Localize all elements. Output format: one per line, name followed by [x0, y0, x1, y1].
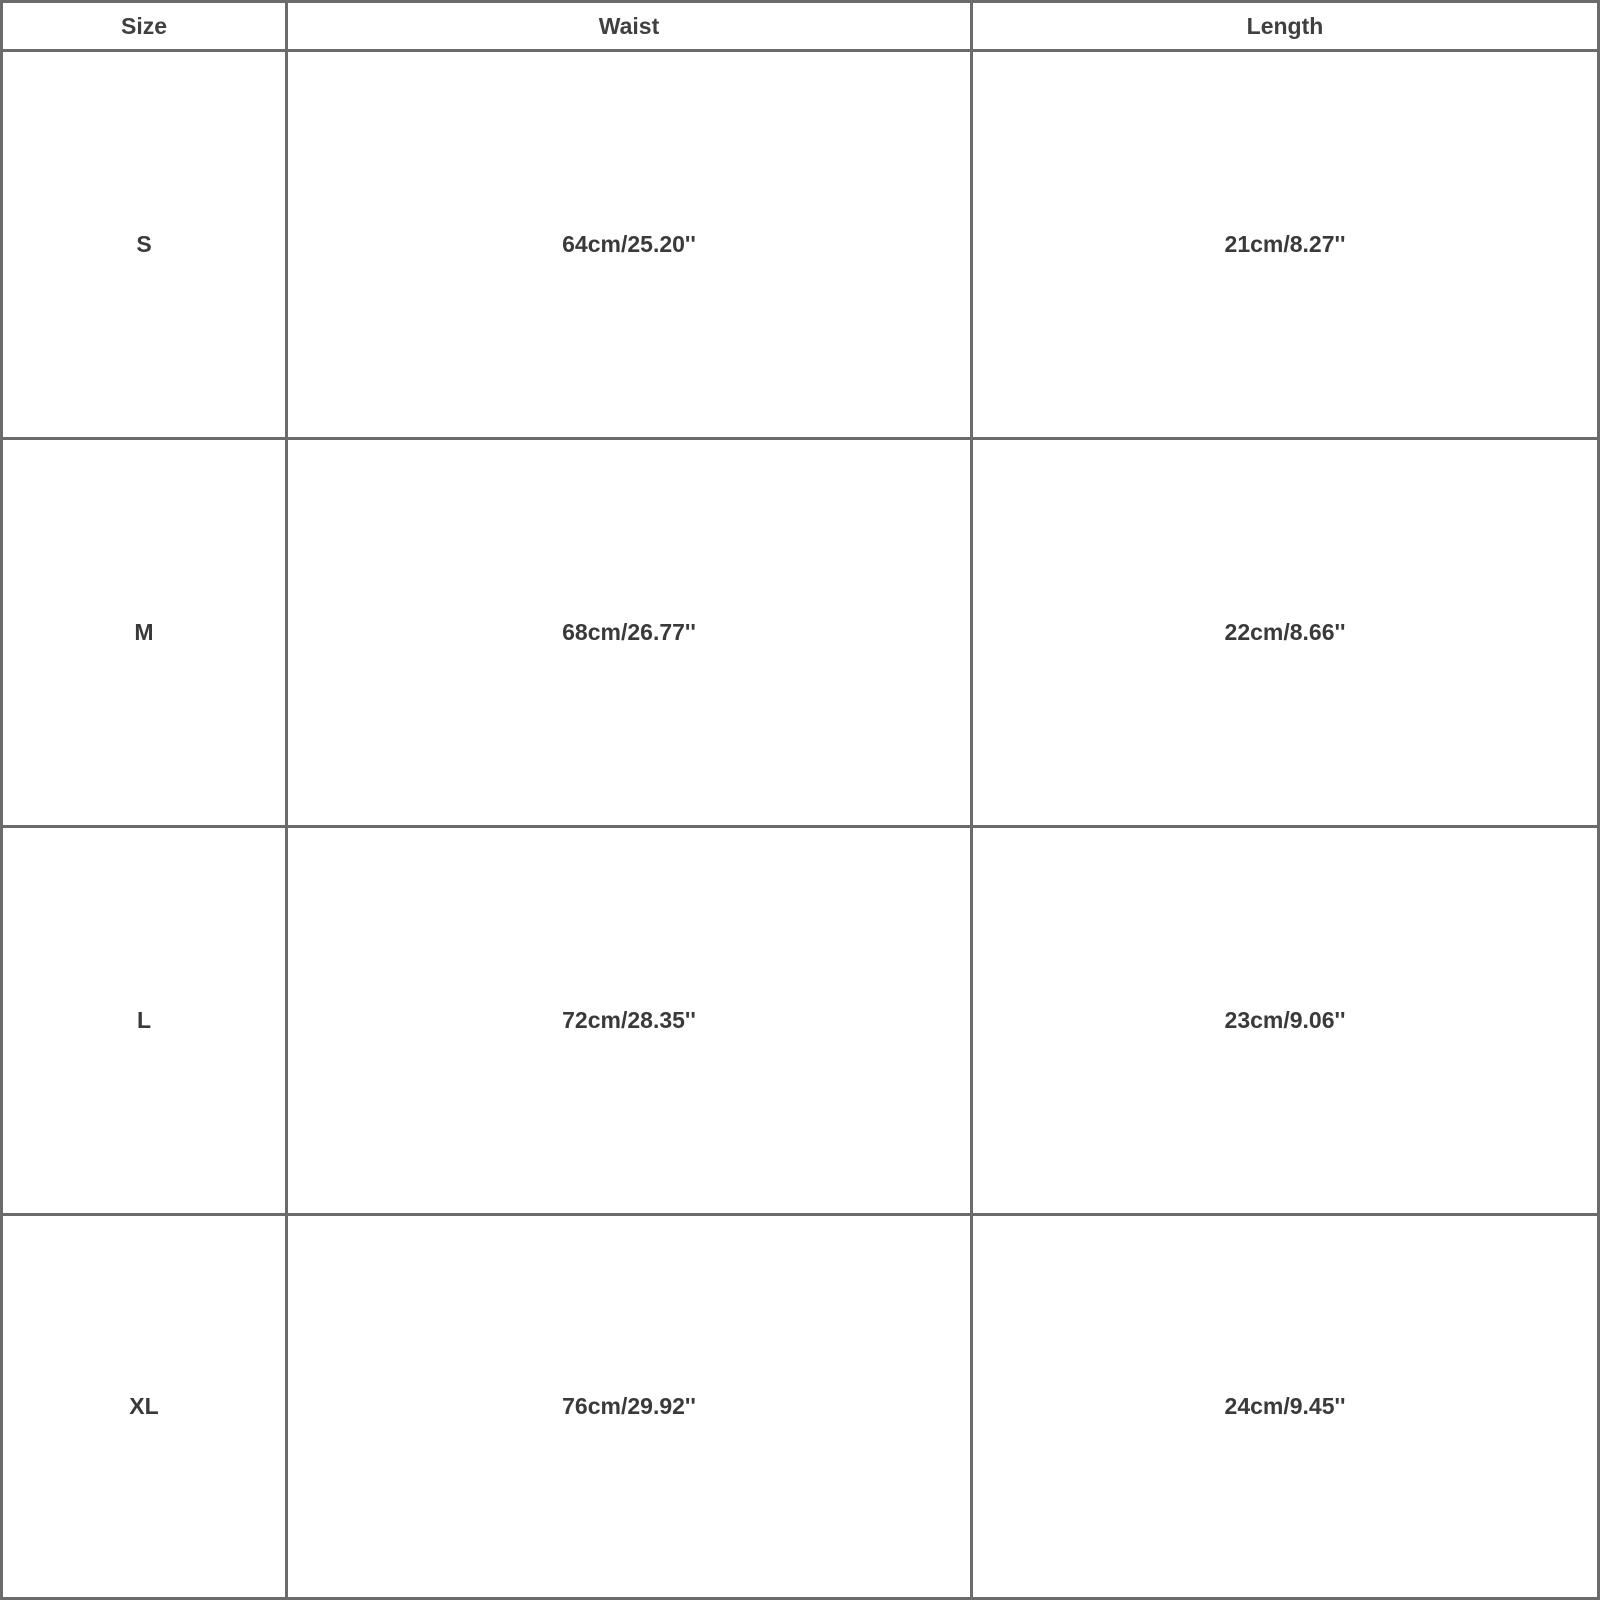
length-cell: 23cm/9.06'' [973, 828, 1600, 1216]
waist-cell: 64cm/25.20'' [288, 52, 973, 440]
header-row [0, 0, 1600, 52]
table-row [0, 828, 1600, 1216]
size-cell: L [0, 828, 288, 1216]
table-body [0, 52, 1600, 1600]
table-header [0, 0, 1600, 52]
size-cell: M [0, 440, 288, 828]
waist-cell: 76cm/29.92'' [288, 1216, 973, 1600]
size-cell: S [0, 52, 288, 440]
column-header-waist: Waist [288, 0, 973, 52]
table-row [0, 440, 1600, 828]
length-cell: 24cm/9.45'' [973, 1216, 1600, 1600]
column-header-length: Length [973, 0, 1600, 52]
waist-cell: 72cm/28.35'' [288, 828, 973, 1216]
table-row [0, 1216, 1600, 1600]
column-header-size: Size [0, 0, 288, 52]
size-cell: XL [0, 1216, 288, 1600]
table-row [0, 52, 1600, 440]
length-cell: 22cm/8.66'' [973, 440, 1600, 828]
length-cell: 21cm/8.27'' [973, 52, 1600, 440]
waist-cell: 68cm/26.77'' [288, 440, 973, 828]
